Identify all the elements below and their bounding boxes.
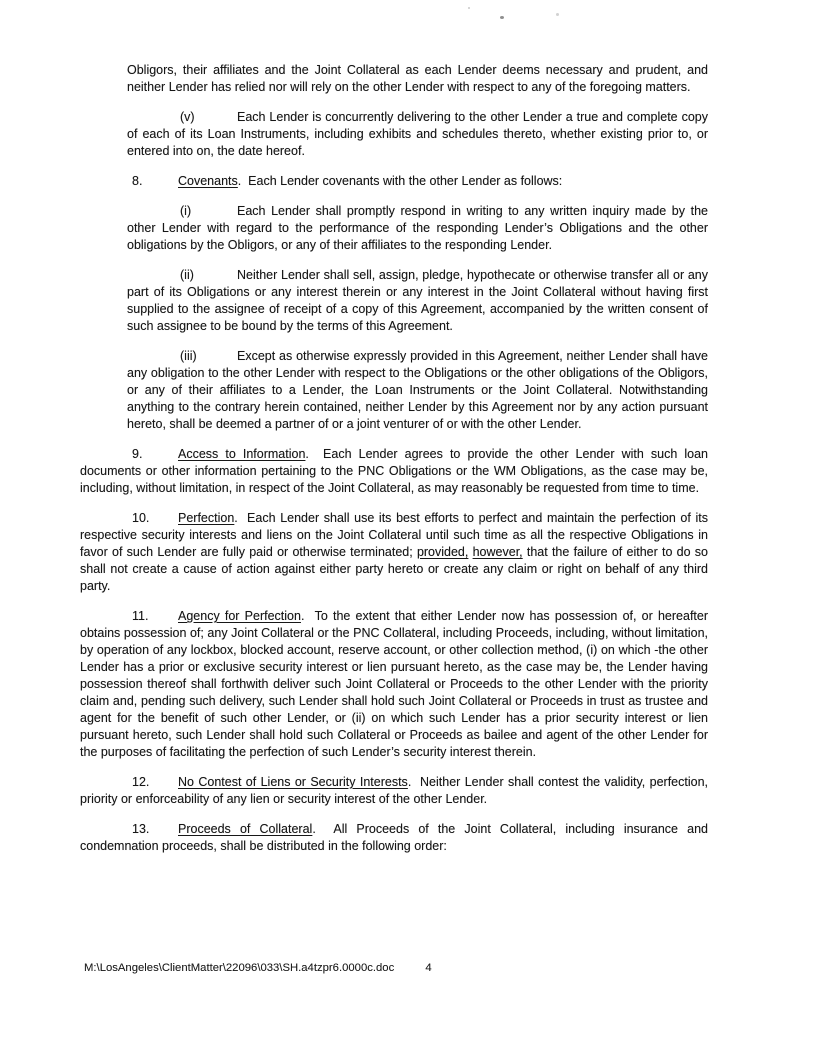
underlined-text-run: Covenants xyxy=(178,174,238,188)
paragraph-section-12-no-contest xyxy=(80,774,708,808)
underlined-text-run: Access to Information xyxy=(178,447,306,461)
text-run: . Neither Lender shall contest the validity, perfection, priority or enforceability of any lien or security interest of the other Lender. xyxy=(80,775,708,806)
underlined-text-run: No Contest of Liens or Security Interests xyxy=(178,775,408,789)
paragraph-marker: 11. xyxy=(132,609,149,623)
document-body xyxy=(80,62,708,868)
paragraph-marker: (v) xyxy=(180,110,195,124)
text-run: that the failure of either to do so shall not create a cause of action against either party hereto or create any claim or right on behalf of any third party. xyxy=(80,545,708,593)
paragraph-marker: 9. xyxy=(132,447,143,461)
underlined-text-run: however, xyxy=(472,545,523,559)
paragraph-clause-iii xyxy=(127,348,708,433)
text-run: Neither Lender shall sell, assign, pledge, hypothecate or otherwise transfer all or any part of its Obligations or any interest therein or any interest in the Joint Collateral without having first supplied to the assignee of receipt of a copy of this Agreement, accompanied by the written consent of such assignee to be bound by the terms of this Agreement. xyxy=(127,268,708,333)
underlined-text-run: provided, xyxy=(416,545,469,559)
underlined-text-run: Perfection xyxy=(178,511,235,525)
document-footer xyxy=(84,960,432,977)
text-run: Each Lender is concurrently delivering to the other Lender a true and complete copy of each of its Loan Instruments, including exhibits and schedules thereto, whether existing prior to, or entered into on, the date hereof. xyxy=(127,110,708,158)
text-run: Except as otherwise expressly provided in this Agreement, neither Lender shall have any obligation to the other Lender with respect to the Obligations or the other obligations of the Obligors, or any of their affiliates to a Lender, the Loan Instruments or the Joint Collateral. Notwithstanding anything to the contrary herein contained, neither Lender by this Agreement nor by any action pursuant hereto, shall be deemed a partner of or a joint venturer of or with the other Lender. xyxy=(127,349,708,431)
paragraph-clause-v xyxy=(127,109,708,160)
text-run: . All Proceeds of the Joint Collateral, including insurance and condemnation proceeds, shall be distributed in the following order: xyxy=(80,822,709,853)
paragraph-section-11-agency-for-perfection xyxy=(80,608,708,761)
paragraph-marker: 10. xyxy=(132,511,150,525)
paragraph-marker: 8. xyxy=(132,174,143,188)
paragraph-section-13-proceeds-of-collateral xyxy=(80,821,708,855)
underlined-text-run: Proceeds of Collateral xyxy=(178,822,313,836)
footer-file-path: M:\LosAngeles\ClientMatter\22096\033\SH.a4tzpr6.0000c.doc xyxy=(84,962,395,974)
text-run: . Each Lender covenants with the other Lender as follows: xyxy=(237,174,563,188)
footer-page-number: 4 xyxy=(425,962,432,974)
paragraph-section-9-access-to-information xyxy=(80,446,708,497)
paragraph-clause-i xyxy=(127,203,708,254)
underlined-text-run: Agency for Perfection xyxy=(178,609,301,623)
paragraph-marker: 12. xyxy=(132,775,150,789)
paragraph-marker: (i) xyxy=(180,204,192,218)
paragraph-clause-ii xyxy=(127,267,708,335)
paragraph-section-8-covenants xyxy=(80,173,708,190)
text-run: . To the extent that either Lender now has possession of, or hereafter obtains possession of; any Joint Collateral or the PNC Collateral, including Proceeds, including, without limitation, by operation of any lockbox, blocked account, reserve account, or other collection method, (i) on which -the other Lender has a prior or exclusive security interest or lien pursuant hereto, as the case may be, the Lender having possession thereof shall forthwith deliver such Joint Collateral or Proceeds to the other Lender with the priority claim and, pending such delivery, such Lender shall hold such Joint Collateral or Proceeds in trust as trustee and agent for the benefit of such other Lender, or (ii) on which such Lender has a prior security interest or lien pursuant hereto, such Lender shall hold such Collateral or Proceeds as bailee and agent of the other Lender for the purposes of facilitating the perfection of such Lender’s security interest therein. xyxy=(80,609,708,759)
paragraph-marker: (ii) xyxy=(180,268,194,282)
paragraph-marker: 13. xyxy=(132,822,150,836)
scan-artifact-speck xyxy=(468,7,470,9)
scan-artifact-speck xyxy=(556,13,559,16)
paragraph-marker: (iii) xyxy=(180,349,197,363)
text-run: Each Lender shall promptly respond in writing to any written inquiry made by the other Lender with regard to the performance of the responding Lender’s Obligations and the other obligations by the Obligors, or any of their affiliates to the responding Lender. xyxy=(127,204,708,252)
text-run: . Each Lender agrees to provide the other Lender with such loan documents or other information pertaining to the PNC Obligations or the WM Obligations, as the case may be, including, without limitation, in respect of the Joint Collateral, as may reasonably be requested from time to time. xyxy=(80,447,708,495)
text-run: Obligors, their affiliates and the Joint Collateral as each Lender deems necessary and prudent, and neither Lender has relied nor will rely on the other Lender with respect to any of the foregoing matters. xyxy=(127,63,708,94)
paragraph-section-10-perfection xyxy=(80,510,708,595)
text-run: . Each Lender shall use its best efforts to perfect and maintain the perfection of its respective security interests and liens on the Joint Collateral until such time as all the respective Obligations in favor of such Lender are fully paid or otherwise terminated; xyxy=(80,511,708,559)
paragraph-continuation-top xyxy=(127,62,708,96)
scan-artifact-speck xyxy=(500,16,504,19)
